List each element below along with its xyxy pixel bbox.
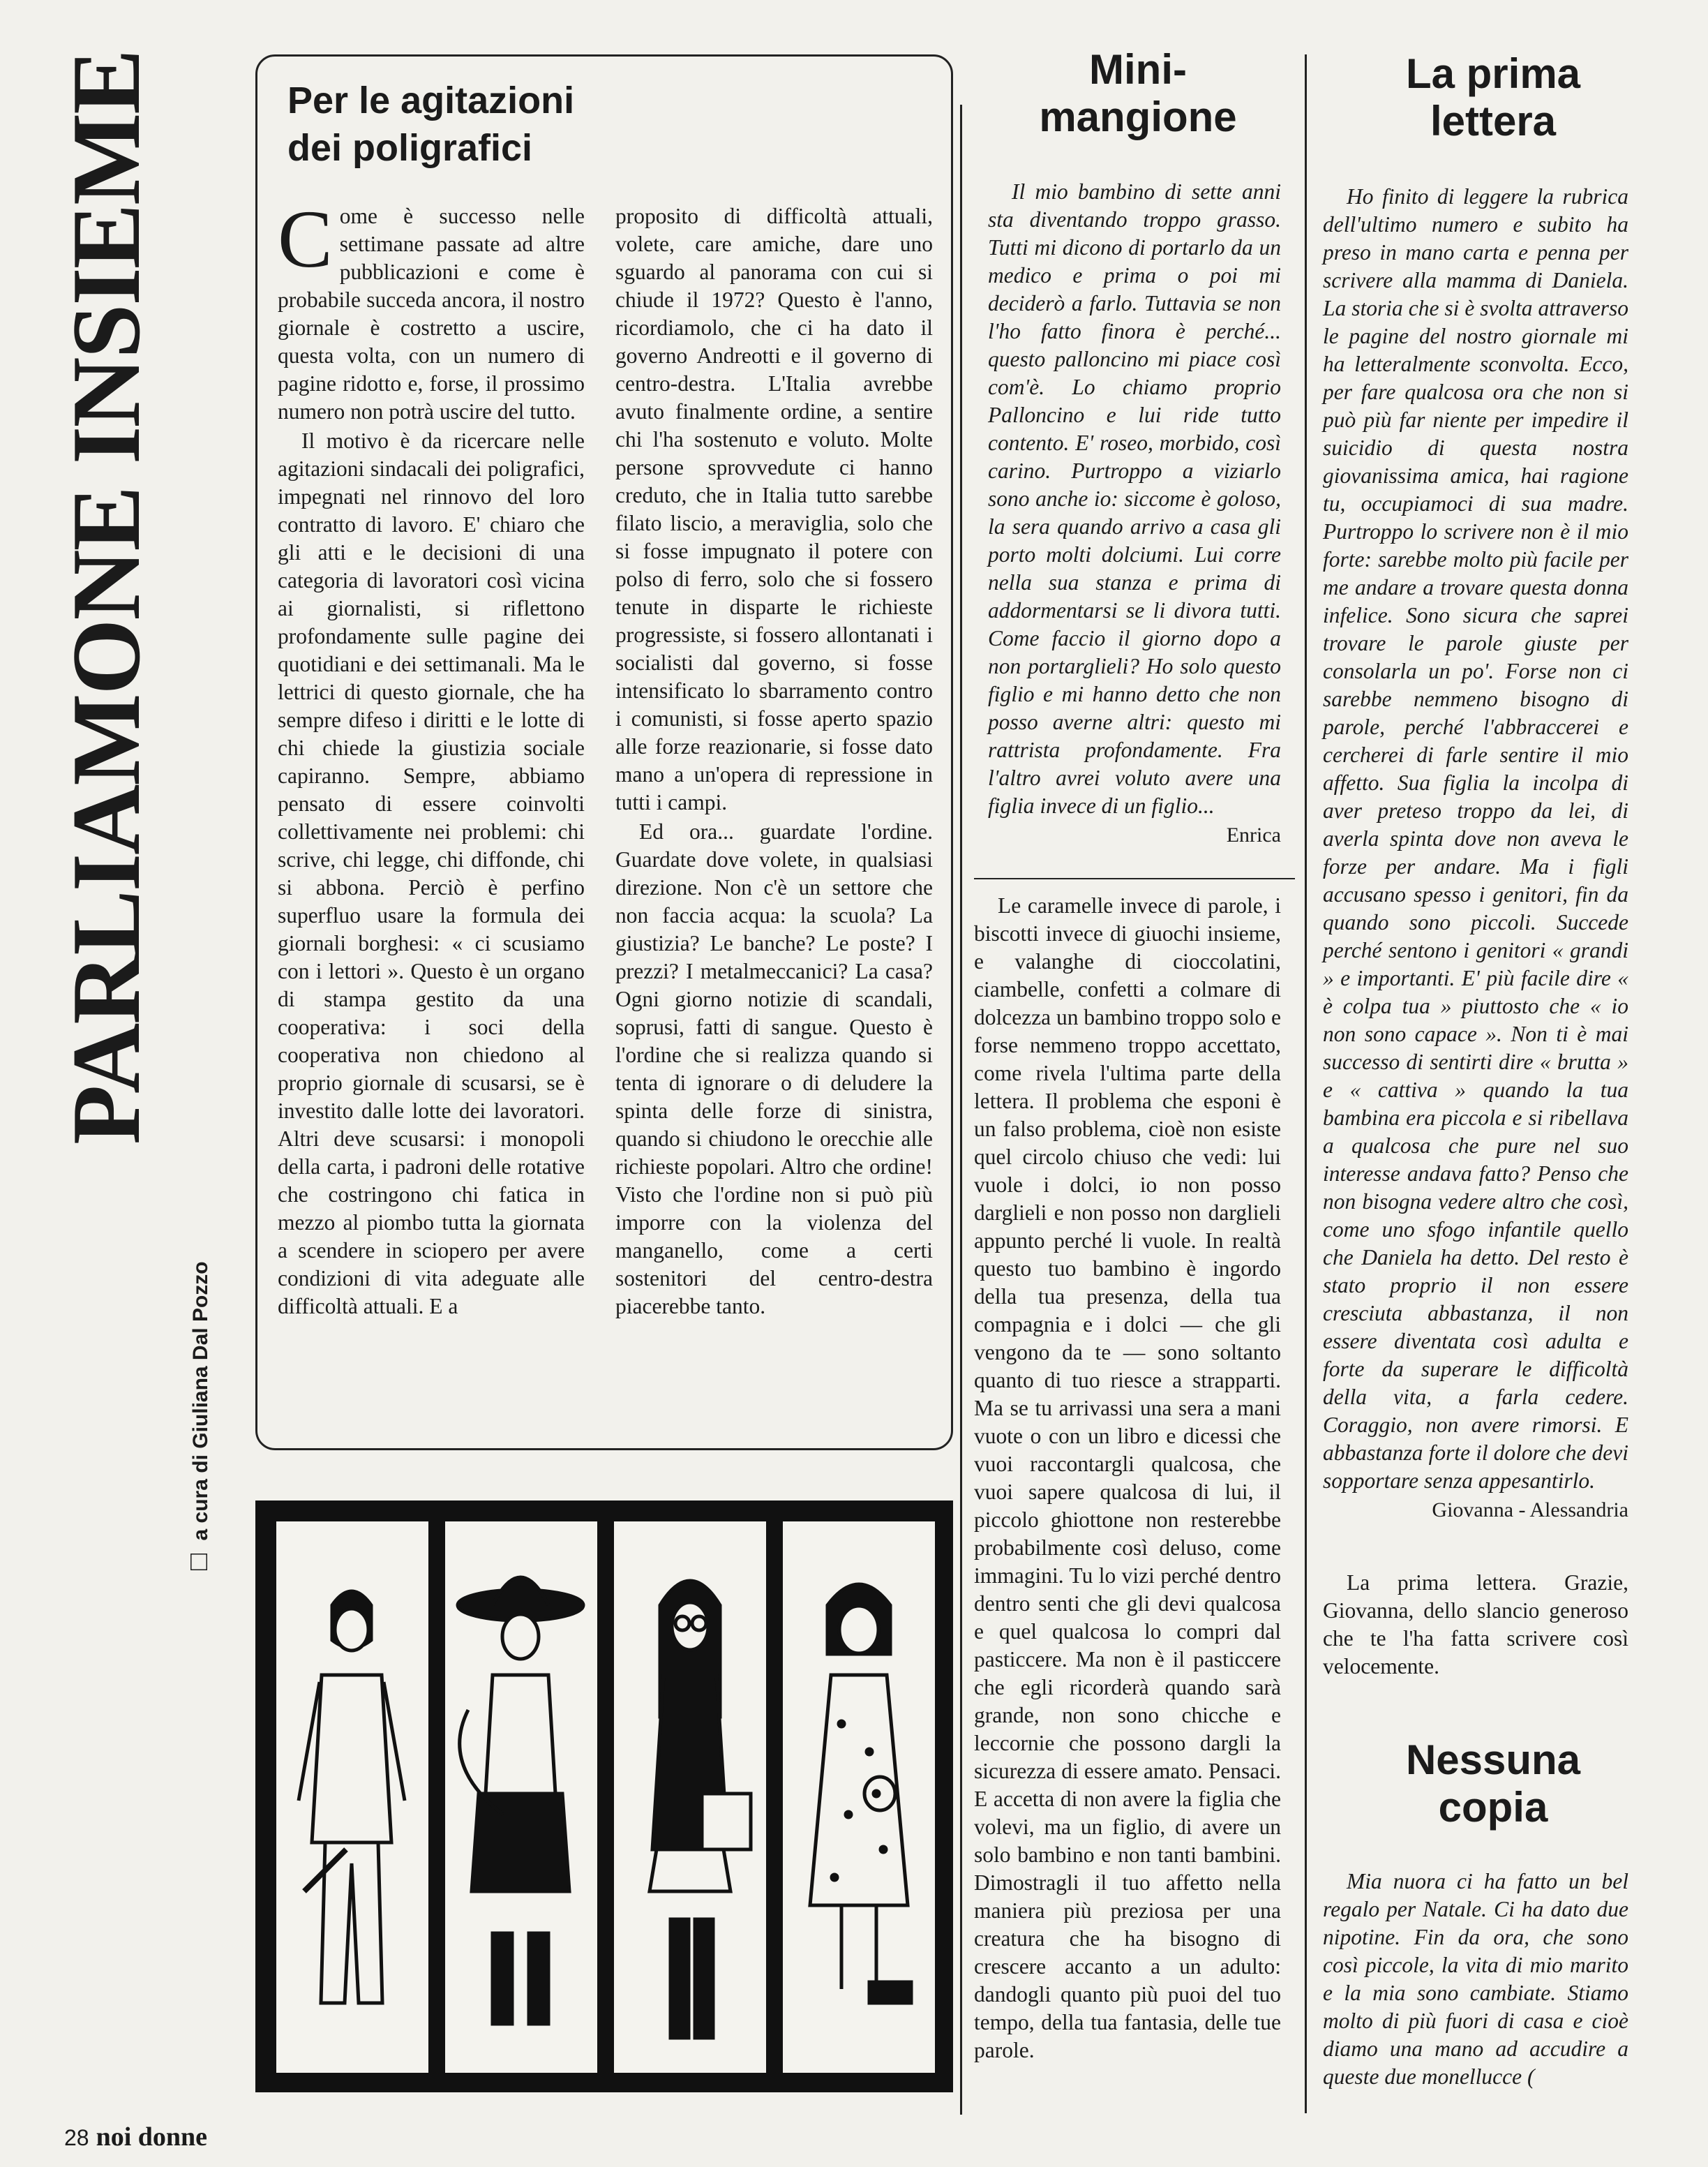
article-minimangione-title	[974, 46, 1302, 141]
paragraph: proposito di difficoltà attuali, volete, care amiche, dare uno sguardo al panorama con cui si chiude il 1972? Questo è l'anno, ricordiamolo, che ci ha dato il governo Andreotti e il governo di centro-destra. L'Italia avrebbe avuto finalmente ordine, a sentire chi l'ha sostenuto e voluto. Molte persone sprovvedute ci hanno creduto, che in Italia tutto sarebbe filato liscio, a meraviglia, solo che si fosse impugnato il potere con polso di ferro, solo che si fossero tenute in disparte le richieste progressiste, si fossero allontanati i socialisti dal governo, si fosse intensificato lo sbarramento contro i comunisti, si fosse aperto spazio alle forze reazionarie, si fosse dato mano a un'opera di repressione in tutti i campi.	[615, 204, 933, 814]
title-line-1: Per le agitazioni	[287, 80, 575, 121]
paragraph: ome è successo nelle settimane passate ad altre pubblicazioni e come è probabile succeda ancora, il nostro giornale è costretto a uscire, questa volta, con un numero di pagine ridotto e, forse, il prossimo numero non potrà uscire del tutto.	[278, 204, 585, 424]
rubric-byline	[183, 1152, 214, 1570]
page-number: 28	[64, 2125, 89, 2150]
byline-checkbox-icon: □	[183, 1553, 214, 1570]
title-line-1: Nessuna	[1405, 1736, 1581, 1783]
article-primalettera-reply	[1323, 1569, 1628, 1681]
title-line-1: La prima	[1405, 50, 1581, 97]
article-minimangione-letter	[988, 178, 1281, 849]
letter-text: Il mio bambino di sette anni sta diventando troppo grasso. Tutti mi dicono di portarlo da un medico e prima o poi mi deciderò a farlo. Tuttavia se non l'ho fatto finora è perché... questo palloncino mi piace così com'è. Lo chiamo proprio Palloncino e lui ride tutto contento. E' roseo, morbido, così carino. Purtroppo a viziarlo sono anche io: siccome è goloso, la sera quando arrivo a casa gli porto molti dolciumi. Lui corre nella sua stanza e prima di addormentarsi se li divora tutti. Come faccio il giorno dopo a non portarglieli? Ho solo questo figlio e mi hanno detto che non posso averne altri: questo mi rattrista profondamente. Fra l'altro avrei voluto avere una figlia invece di un figlio...	[988, 179, 1281, 818]
letter-text: Ho finito di leggere la rubrica dell'ultimo numero e subito ha preso in mano carta e penna per scrivere alla mamma di Daniela. La storia che si è svolta attraverso le pagine del nostro giornale mi ha letteralmente sconvolta. Ecco, per fare qualcosa ora che non si può più far niente per impedire il suicidio di questa nostra giovanissima amica, hai ragione tu, occupiamoci di sua madre. Purtroppo lo scrivere non è il mio forte: sarebbe molto più facile per me andare a trovare questa donna infelice. Sono sicura che saprei trovare le parole giuste per consolarla un po'. Forse non ci sarebbe nemmeno bisogno di parole, perché l'abbraccerei e cercherei di farle sentire il mio affetto. Sua figlia la incolpa di aver preteso troppo da lei, di averla spinta dove non aveva le forze per andare. Ma i figli accusano spesso i genitori, fin da quando sono piccoli. Succede perché sentono i genitori « grandi » e importanti. E' più facile dire « è colpa tua » piuttosto che « io non sono capace ». Non ti è mai successo di sentirti dire « brutta » e « cattiva » quando la tua bambina era piccola e si ribellava a qualcosa che pure nel suo interesse andava fatto? Penso che non bisogna vedere altro che così, come uno sfogo infantile quello che Daniela ha detto. Del resto è stato proprio il non essere cresciuta abbastanza, il non essere diventata così adulta e forte da superare le difficoltà della vita, a farla cedere. Coraggio, non avere rimorsi. E abbastanza forte il dolore che devi sopportare senza appesantirlo.	[1323, 184, 1628, 1493]
column-rule	[1305, 54, 1307, 2113]
title-line-2: dei poligrafici	[287, 127, 533, 169]
article-minimangione-reply	[974, 892, 1281, 2064]
illustration-svg	[255, 1500, 953, 2092]
title-line-1: Mini-	[1089, 46, 1187, 93]
letter-signature: Giovanna - Alessandria	[1432, 1498, 1628, 1521]
article-poligrafici-col2	[615, 202, 933, 1320]
reply-text: La prima lettera. Grazie, Giovanna, dello slancio generoso che te l'ha fatta scrivere così velocemente.	[1323, 1570, 1628, 1678]
rubric-title	[52, 50, 160, 1145]
rubric-title-text: PARLIAMONE INSIEME	[52, 50, 160, 1145]
column-rule	[960, 105, 962, 2115]
page-footer	[64, 2122, 483, 2157]
article-primalettera-letter	[1323, 183, 1628, 1524]
letter-signature: Enrica	[1226, 824, 1281, 847]
title-line-2: copia	[1438, 1784, 1548, 1831]
article-primalettera-title	[1312, 50, 1675, 145]
section-rule	[974, 878, 1295, 879]
reply-text: Le caramelle invece di parole, i biscotti invece di giuochi insieme, e valanghe di cioccolatini, ciambelle, confetti a colmare di dolcezza un bambino troppo solo e forse nemmeno troppo accettato, come rivela l'ultima parte della lettera. Il problema che esponi è un falso problema, cioè non esiste quel circolo chiuso che vedi: lui vuole i dolci, io non posso darglieli e non posso non darglieli appunto perché li vuole. In realtà questo tuo bambino è ingordo della tua presenza, della tua compagnia e i dolci — che gli vengono da te — sono soltanto quanto di tuo riesce a strapparti. Ma se tu arrivassi una sera a mani vuote o con un libro e dicessi che vuoi raccontargli qualcosa, che vuoi sapere qualcosa di lui, il piccolo ghiottone non resterebbe probabilmente così deluso, come immagini. Tu lo vizi perché dentro dentro senti che gli devi qualcosa e quel qualcosa lo compri dal pasticcere. Ma non è il pasticcere che egli ricorderà quando sarà grande, non sono chicche e leccornie che possono dargli la sicurezza di essere amato. Pensaci. E accetta di non avere la figlia che volevi, ma un figlio, di avere un solo bambino e non tanti bambini. Dimostragli il tuo affetto nella maniera più preziosa per una creatura che ha bisogno di crescere accanto a un adulto: dandogli quanto più puoi del tuo tempo, della tua fantasia, delle tue parole.	[974, 893, 1282, 2062]
article-poligrafici-title	[287, 77, 915, 172]
paragraph: Ed ora... guardate l'ordine. Guardate dove volete, in qualsiasi direzione. Non c'è un settore che non faccia acqua: la scuola? La giustizia? Le banche? Le poste? I prezzi? I metalmeccanici? La casa? Ogni giorno notizie di scandali, soprusi, fatti di sangue. Questo è l'ordine che si realizza quando si tenta di ignorare o di deludere la spinta delle forze di sinistra, quando si chiudono le orecchie alle richieste popolari. Altro che ordine! Visto che l'ordine non si può più imporre con la violenza del manganello, come a certi sostenitori del centro-destra piacerebbe tanto.	[615, 819, 933, 1318]
article-poligrafici-col1	[278, 193, 585, 1320]
article-nessunacopia-title	[1312, 1736, 1675, 1831]
magazine-name: noi donne	[96, 2122, 208, 2152]
dropcap: C	[278, 193, 333, 285]
letter-text: Mia nuora ci ha fatto un bel regalo per Natale. Ci ha dato due nipotine. Fin da ora, che sono così piccole, la vita di mio marito e la mia sono cambiate. Stiamo molto di più fuori di casa e cioè diamo una mano ad accudire a queste due monellucce (	[1323, 1869, 1628, 2089]
article-nessunacopia-letter	[1323, 1868, 1628, 2147]
byline-text: a cura di Giuliana Dal Pozzo	[189, 1261, 212, 1541]
title-line-2: lettera	[1430, 98, 1557, 144]
paragraph: Il motivo è da ricercare nelle agitazioni sindacali dei poligrafici, impegnati nel rinnovo del loro contratto di lavoro. E' chiaro che gli atti e le decisioni di una categoria di lavoratori così vicina ai giornalisti, si riflettono profondamente sulle pagine dei quotidiani e dei settimanali. Ma le lettrici di questo giornale, che ha sempre difeso i diritti e le lotte di chi chiede la giustizia sociale capiranno. Sempre, abbiamo pensato di essere coinvolti collettivamente nei problemi: chi scrive, chi legge, chi diffonde, chi si abbona. Perciò è perfino superfluo usare la formula dei giornali borghesi: « ci scusiamo con i lettori ». Questo è un organo di stampa gestito da una cooperativa: i soci della cooperativa non chiedono al proprio giornale di scusarsi, se è investito dalle lotte dei lavoratori. Altri deve scusarsi: i monopoli della carta, i padroni delle rotative che costringono chi fatica in mezzo al piombo tutta la giornata a scendere in sciopero per avere condizioni di vita adeguate alle difficoltà attuali. E a	[278, 429, 585, 1318]
title-line-2: mangione	[1039, 94, 1237, 140]
illustration-four-women	[255, 1500, 953, 2092]
